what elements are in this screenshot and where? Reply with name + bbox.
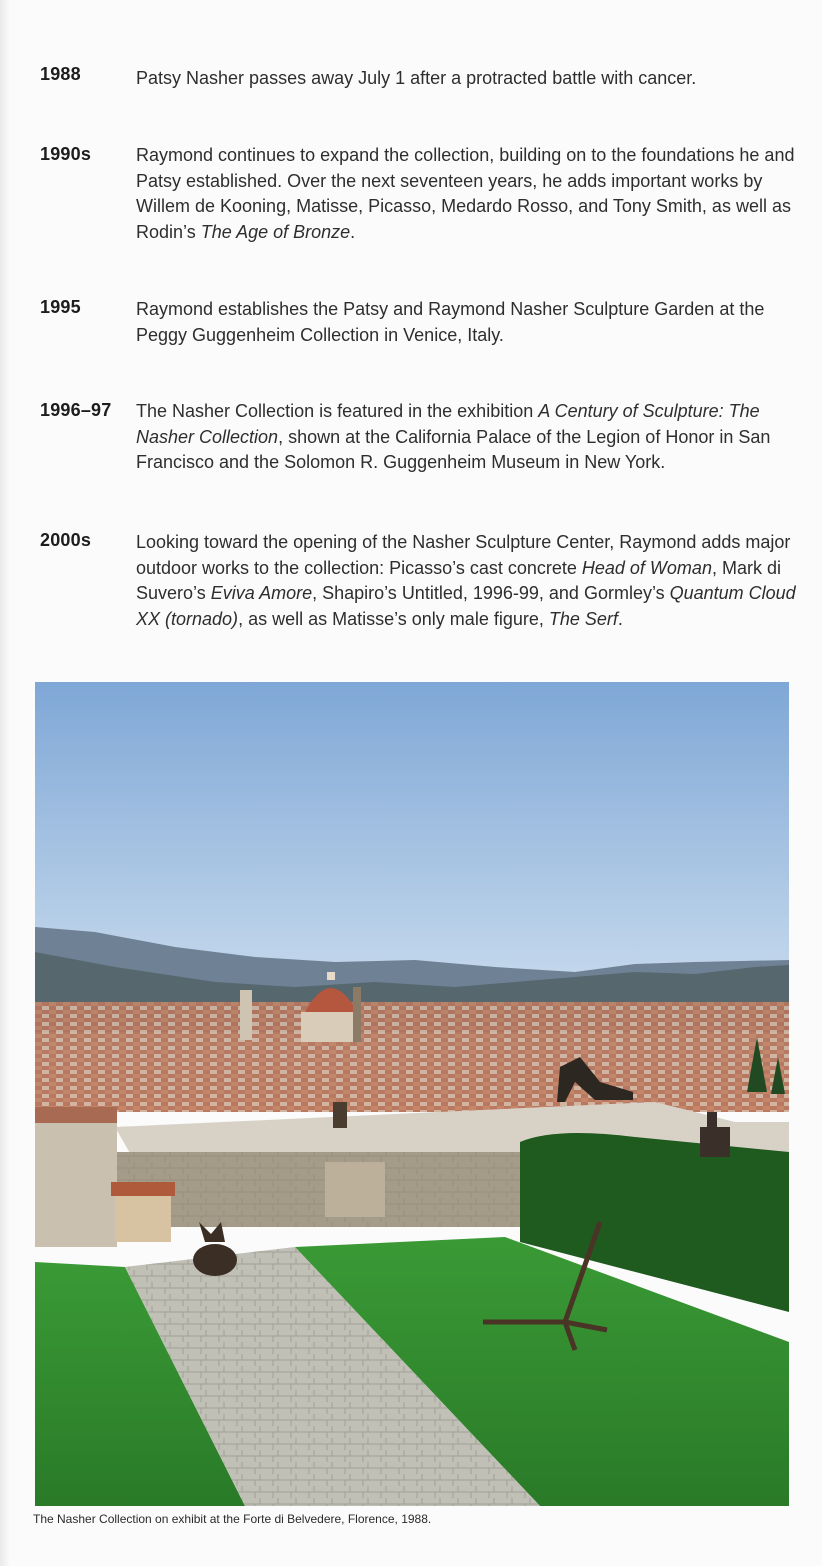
italic-title: A Century of Sculpture: The Nasher Collection — [136, 401, 760, 447]
text-run: . — [350, 221, 356, 242]
italic-title: The Serf — [548, 608, 618, 629]
entry-text — [136, 297, 796, 348]
text-run: Raymond continues to expand the collection, building on to the foundations he and Patsy established. Over the next seventeen years, he adds important works by Willem de Kooning, Matisse, Picasso, Medardo Rosso, and Tony Smith, as well as Rodin’s — [136, 145, 795, 242]
italic-title: Eviva Amore — [210, 583, 313, 603]
photo-caption: The Nasher Collection on exhibit at the Forte di Belvedere, Florence, 1988. — [33, 1512, 432, 1526]
text-run: Raymond establishes the Patsy and Raymond Nasher Sculpture Garden at the Peggy Guggenheim Collection in Venice, Italy. — [136, 299, 765, 345]
entry-text — [136, 530, 796, 632]
italic-title: Head of Woman — [581, 557, 712, 578]
sculpture-bull-figure — [193, 1222, 237, 1276]
text-run: , shown at the California Palace of the Legion of Honor in San Francisco and the Solomon R. Guggenheim Museum in New York. — [136, 426, 771, 472]
sky — [35, 682, 789, 982]
text-run: The Nasher Collection is featured in the exhibition — [136, 401, 539, 421]
text-run: , as well as Matisse’s only male figure, — [238, 608, 549, 629]
entry-text — [136, 66, 796, 92]
text-run: . — [617, 608, 623, 629]
entry-year: 2000s — [40, 530, 92, 550]
photo-forte-di-belvedere — [35, 682, 789, 1506]
text-run: Patsy Nasher passes away July 1 after a protracted battle with cancer. — [136, 68, 697, 88]
round-tower — [35, 1107, 117, 1247]
entry-text — [136, 143, 796, 245]
entry-year: 1988 — [40, 64, 81, 84]
sculpture-small — [333, 1102, 347, 1128]
page-edge — [0, 0, 10, 1566]
entry-year: 1995 — [40, 297, 81, 317]
text-run: Looking toward the opening of the Nasher Sculpture Center, Raymond adds major outdoor works to the collection: Picasso’s cast concrete — [136, 532, 791, 578]
text-run: , Mark di Suvero’s — [136, 557, 781, 603]
text-run: , Shapiro’s Untitled, 1996-99, and Gormley’s — [312, 583, 670, 603]
italic-title: The Age of Bronze — [200, 221, 351, 242]
entry-text — [136, 399, 796, 476]
entry-year: 1990s — [40, 144, 92, 164]
italic-title: Quantum Cloud XX (tornado) — [136, 583, 796, 629]
entry-year: 1996–97 — [40, 400, 112, 420]
